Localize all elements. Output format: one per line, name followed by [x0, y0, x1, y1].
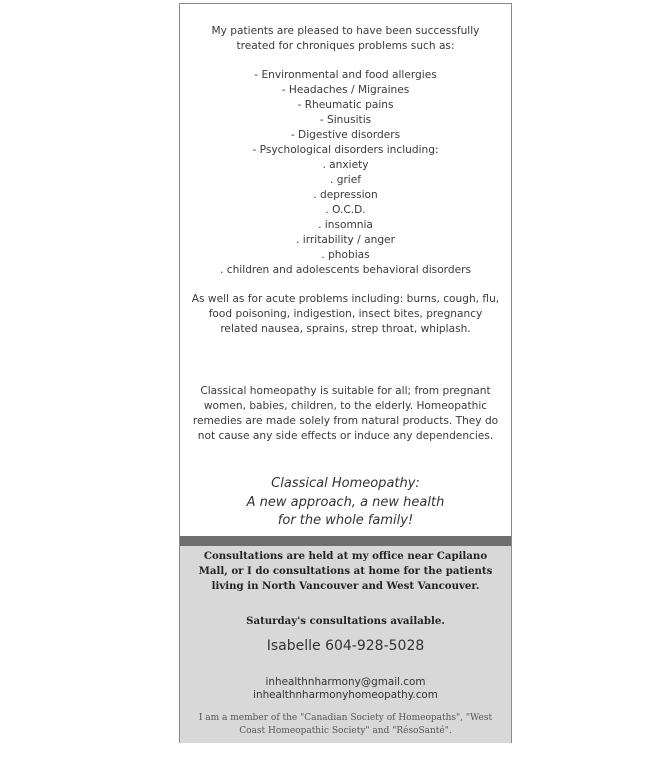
psych-item: . insomnia: [318, 219, 373, 231]
contact-section: [180, 546, 511, 743]
condition-item: - Rheumatic pains: [297, 99, 394, 111]
psych-item: . phobias: [321, 249, 370, 261]
email-address: inhealthnharmony@gmail.com: [265, 676, 426, 688]
psychological-list: [180, 158, 511, 278]
membership-text: I am a member of the "Canadian Society of Homeopaths", "West Coast Homeopathic Society" and "RésoSanté".: [198, 713, 493, 736]
psych-item: . anxiety: [322, 159, 369, 171]
intro-text: My patients are pleased to have been successfully treated for chroniques problems such as:: [211, 25, 480, 52]
condition-item: - Sinusitis: [319, 114, 372, 126]
condition-item: - Psychological disorders including:: [252, 144, 439, 156]
classical-homeopathy-text: Classical homeopathy is suitable for all; from pregnant women, babies, children, to the elderly. Homeopathic remedies are made solely from natural products. They do not cause any side effects or induce any dependencies.: [192, 385, 499, 442]
slogan-line: for the whole family!: [277, 513, 414, 528]
psych-item: . depression: [313, 189, 378, 201]
conditions-list: [180, 68, 511, 278]
slogan-line: A new approach, a new health: [246, 494, 445, 510]
condition-item: - Environmental and food allergies: [254, 69, 437, 81]
psych-item: . children and adolescents behavioral disorders: [220, 264, 471, 276]
phone-number: Isabelle 604-928-5028: [266, 638, 425, 654]
acute-problems-text: As well as for acute problems including: burns, cough, flu, food poisoning, indigestion, insect bites, pregnancy related nausea, sprains, strep throat, whiplash.: [191, 293, 500, 335]
flyer-card: [179, 3, 512, 743]
flyer-body: [180, 4, 511, 536]
slogan: [180, 475, 511, 531]
psych-item: . irritability / anger: [296, 234, 395, 246]
slogan-line: Classical Homeopathy:: [271, 476, 420, 491]
consultations-text: Consultations are held at my office near Capilano Mall, or I do consultations at home for the patients living in North Vancouver and West Vancouver.: [198, 550, 493, 592]
section-divider: [180, 536, 511, 546]
saturday-text: Saturday's consultations available.: [246, 615, 445, 627]
website-address: inhealthnharmonyhomeopathy.com: [253, 689, 438, 701]
condition-item: - Headaches / Migraines: [281, 84, 410, 96]
psych-item: . grief: [329, 174, 361, 186]
psych-item: . O.C.D.: [325, 204, 366, 216]
condition-item: - Digestive disorders: [290, 129, 401, 141]
